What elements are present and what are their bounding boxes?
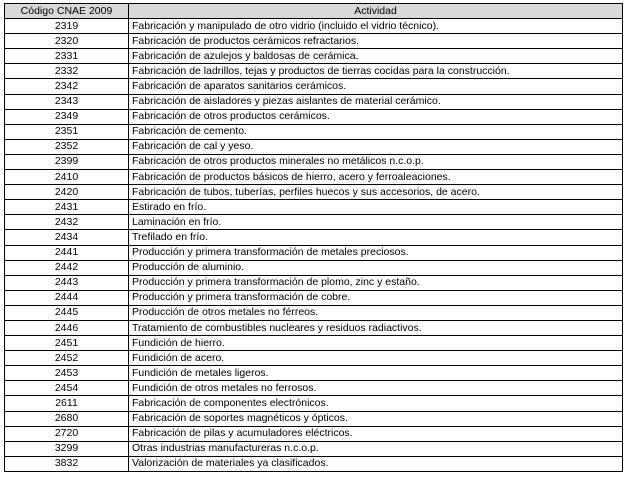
activity-cell: Fabricación de ladrillos, tejas y productos de tierras cocidas para la construcción. [129, 64, 623, 79]
table-row [5, 396, 623, 411]
cnae-code-cell: 2442 [5, 260, 129, 275]
activity-cell: Fabricación de otros productos cerámicos. [129, 109, 623, 124]
activity-cell: Fabricación de productos básicos de hierro, acero y ferroaleaciones. [129, 170, 623, 185]
cnae-code-cell: 2446 [5, 320, 129, 335]
cnae-code-cell: 2343 [5, 94, 129, 109]
activity-cell: Estirado en frío. [129, 200, 623, 215]
table-row [5, 305, 623, 320]
cnae-code-cell: 2680 [5, 411, 129, 426]
cnae-code-cell: 2410 [5, 170, 129, 185]
table-row [5, 245, 623, 260]
cnae-code-cell: 2431 [5, 200, 129, 215]
table-row [5, 185, 623, 200]
table-row [5, 49, 623, 64]
table-header-row [5, 4, 623, 19]
table-row [5, 94, 623, 109]
cnae-code-cell: 2320 [5, 34, 129, 49]
table-row [5, 200, 623, 215]
activity-cell: Fundición de otros metales no ferrosos. [129, 381, 623, 396]
activity-cell: Otras industrias manufactureras n.c.o.p. [129, 441, 623, 456]
cnae-code-cell: 2444 [5, 290, 129, 305]
cnae-code-cell: 2454 [5, 381, 129, 396]
activity-cell: Fabricación de otros productos minerales no metálicos n.c.o.p. [129, 154, 623, 169]
activity-cell: Fabricación de aparatos sanitarios cerámicos. [129, 79, 623, 94]
header-code: Código CNAE 2009 [5, 4, 129, 19]
table-row [5, 366, 623, 381]
activity-cell: Laminación en frío. [129, 215, 623, 230]
activity-cell: Fabricación de componentes electrónicos. [129, 396, 623, 411]
cnae-code-cell: 2349 [5, 109, 129, 124]
cnae-code-cell: 2445 [5, 305, 129, 320]
table-row [5, 260, 623, 275]
activity-cell: Producción de otros metales no férreos. [129, 305, 623, 320]
cnae-code-cell: 2434 [5, 230, 129, 245]
table-body [5, 19, 623, 472]
table-row [5, 230, 623, 245]
table-row [5, 336, 623, 351]
table-row [5, 154, 623, 169]
table-row [5, 441, 623, 456]
activity-cell: Producción de aluminio. [129, 260, 623, 275]
cnae-code-cell: 2342 [5, 79, 129, 94]
activity-cell: Fundición de metales ligeros. [129, 366, 623, 381]
table-row [5, 426, 623, 441]
table-row [5, 79, 623, 94]
cnae-activity-table [4, 3, 623, 472]
cnae-code-cell: 2441 [5, 245, 129, 260]
cnae-code-cell: 2399 [5, 154, 129, 169]
activity-cell: Producción y primera transformación de plomo, zinc y estaño. [129, 275, 623, 290]
cnae-code-cell: 2452 [5, 351, 129, 366]
activity-cell: Fundición de acero. [129, 351, 623, 366]
activity-cell: Fabricación de soportes magnéticos y ópticos. [129, 411, 623, 426]
table-row [5, 275, 623, 290]
cnae-code-cell: 2720 [5, 426, 129, 441]
cnae-code-cell: 2432 [5, 215, 129, 230]
cnae-code-cell: 2351 [5, 124, 129, 139]
table-row [5, 456, 623, 471]
cnae-code-cell: 2451 [5, 336, 129, 351]
activity-cell: Fabricación de pilas y acumuladores eléctricos. [129, 426, 623, 441]
table-row [5, 215, 623, 230]
cnae-code-cell: 3832 [5, 456, 129, 471]
cnae-code-cell: 2352 [5, 139, 129, 154]
table-row [5, 64, 623, 79]
activity-cell: Valorización de materiales ya clasificados. [129, 456, 623, 471]
activity-cell: Fabricación de tubos, tuberías, perfiles huecos y sus accesorios, de acero. [129, 185, 623, 200]
table-row [5, 320, 623, 335]
cnae-code-cell: 2331 [5, 49, 129, 64]
cnae-code-cell: 2420 [5, 185, 129, 200]
table-row [5, 411, 623, 426]
cnae-code-cell: 2611 [5, 396, 129, 411]
activity-cell: Fabricación de cal y yeso. [129, 139, 623, 154]
activity-cell: Fabricación de aisladores y piezas aislantes de material cerámico. [129, 94, 623, 109]
table-row [5, 351, 623, 366]
table-row [5, 34, 623, 49]
cnae-code-cell: 3299 [5, 441, 129, 456]
activity-cell: Producción y primera transformación de metales preciosos. [129, 245, 623, 260]
cnae-code-cell: 2443 [5, 275, 129, 290]
table-row [5, 381, 623, 396]
activity-cell: Producción y primera transformación de cobre. [129, 290, 623, 305]
activity-cell: Fabricación de azulejos y baldosas de cerámica. [129, 49, 623, 64]
activity-cell: Trefilado en frío. [129, 230, 623, 245]
activity-cell: Fundición de hierro. [129, 336, 623, 351]
cnae-code-cell: 2319 [5, 19, 129, 34]
table-row [5, 109, 623, 124]
header-activity: Actividad [129, 4, 623, 19]
table-row [5, 139, 623, 154]
table-row [5, 19, 623, 34]
table-row [5, 170, 623, 185]
activity-cell: Fabricación de productos cerámicos refractarios. [129, 34, 623, 49]
activity-cell: Fabricación y manipulado de otro vidrio (incluido el vidrio técnico). [129, 19, 623, 34]
table-row [5, 124, 623, 139]
table-row [5, 290, 623, 305]
activity-cell: Tratamiento de combustibles nucleares y residuos radiactivos. [129, 320, 623, 335]
cnae-code-cell: 2332 [5, 64, 129, 79]
activity-cell: Fabricación de cemento. [129, 124, 623, 139]
cnae-code-cell: 2453 [5, 366, 129, 381]
